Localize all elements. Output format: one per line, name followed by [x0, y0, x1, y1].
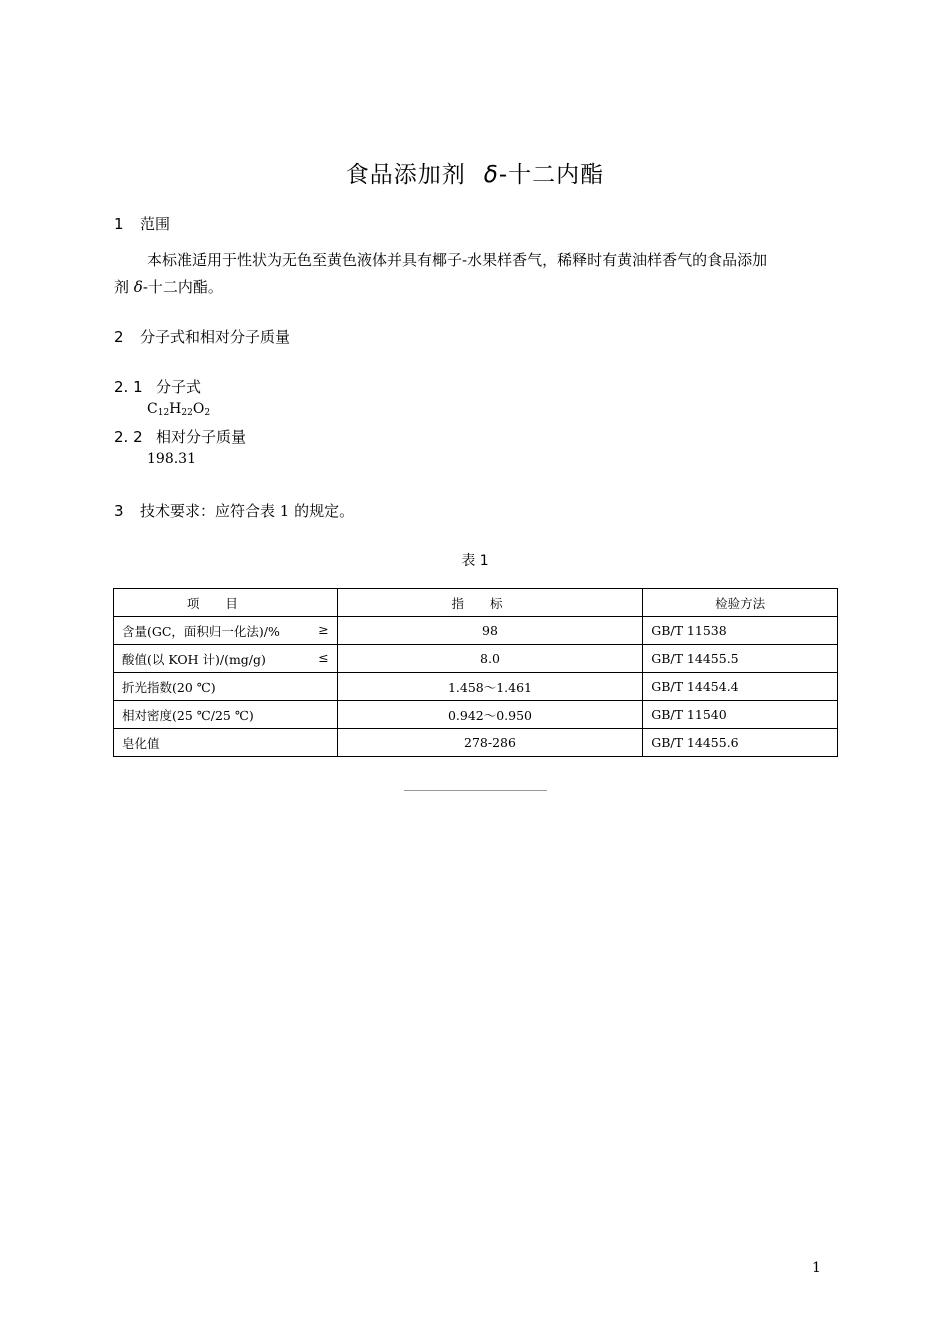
scope-paragraph: [114, 247, 838, 301]
section-number: 2: [114, 328, 124, 346]
header-spec: 指标: [337, 589, 643, 617]
row-item-cell: 相对密度(25 ℃/25 ℃): [114, 701, 338, 729]
row-method-cell: GB/T 11538: [643, 617, 838, 645]
requirement-text: 应符合表 1 的规定。: [215, 502, 355, 520]
row-value-cell: 278-286: [337, 729, 643, 757]
table-header-row: [114, 589, 838, 617]
section-title: 技术要求：: [140, 502, 216, 520]
table-row: [114, 729, 838, 757]
document-title: [0, 156, 950, 189]
header-method: 检验方法: [643, 589, 838, 617]
section-number: 2. 2: [114, 428, 143, 446]
row-value-cell: 1.458～1.461: [337, 673, 643, 701]
scope-delta: δ: [133, 278, 143, 296]
row-item-cell: 含量(GC，面积归一化法)/% ≥: [114, 617, 338, 645]
section-2-heading: [114, 326, 290, 347]
scope-line-1: 本标准适用于性状为无色至黄色液体并具有椰子-水果样香气，稀释时有黄油样香气的食品添加: [147, 251, 768, 269]
row-method-cell: GB/T 14455.6: [643, 729, 838, 757]
table-row: [114, 645, 838, 673]
section-title: 分子式和相对分子质量: [140, 328, 291, 346]
section-number: 3: [114, 502, 124, 520]
scope-line-2: 剂 δ-十二内酯。: [114, 278, 223, 296]
row-method-cell: GB/T 14455.5: [643, 645, 838, 673]
title-main: 食品添加剂: [345, 162, 466, 188]
section-number: 1: [114, 215, 124, 233]
section-1-heading: [114, 213, 170, 234]
table-row: [114, 617, 838, 645]
row-item-cell: 折光指数(20 ℃): [114, 673, 338, 701]
section-2-2-heading: [114, 426, 246, 447]
molecular-mass: 198.31: [147, 451, 196, 467]
molecular-formula: $C_{12}H_{22}O_2$: [147, 401, 211, 418]
section-2-1-heading: [114, 376, 201, 397]
section-number: 2. 1: [114, 378, 143, 396]
title-rest: -十二内酯: [498, 162, 605, 188]
end-rule: [404, 790, 547, 791]
row-value-cell: 0.942～0.950: [337, 701, 643, 729]
table-caption: 表 1: [461, 553, 489, 569]
comparison-symbol: ≤: [318, 649, 329, 665]
section-3-heading: [114, 500, 354, 521]
title-delta: δ: [483, 162, 499, 188]
comparison-symbol: ≥: [318, 621, 329, 637]
row-value-cell: 98: [337, 617, 643, 645]
spec-table: [113, 588, 838, 757]
row-item-cell: 皂化值: [114, 729, 338, 757]
section-title: 相对分子质量: [156, 428, 247, 446]
table-row: [114, 673, 838, 701]
section-title: 分子式: [156, 378, 202, 396]
header-item: 项目: [114, 589, 338, 617]
row-method-cell: GB/T 11540: [643, 701, 838, 729]
page-number: 1: [812, 1260, 821, 1276]
row-method-cell: GB/T 14454.4: [643, 673, 838, 701]
table-row: [114, 701, 838, 729]
section-title: 范围: [140, 215, 171, 233]
row-value-cell: 8.0: [337, 645, 643, 673]
row-item-cell: 酸值(以 KOH 计)/(mg/g) ≤: [114, 645, 338, 673]
